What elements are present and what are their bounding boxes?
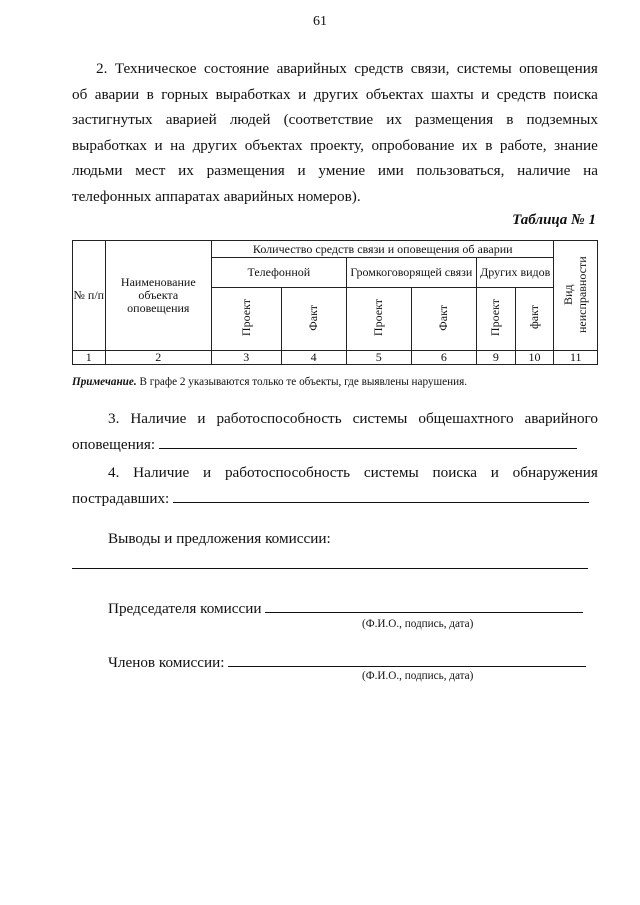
word: об xyxy=(72,85,88,103)
table-caption: Таблица № 1 xyxy=(512,212,596,228)
word: состояние xyxy=(203,60,270,77)
word: аварийного xyxy=(524,410,598,427)
page-number: 61 xyxy=(313,14,327,29)
header-defect: Вид неисправности xyxy=(554,241,598,351)
word: шахты xyxy=(431,85,474,103)
header-plan: Проект xyxy=(476,288,515,351)
word: (соответствие xyxy=(283,111,374,129)
word: Наличие xyxy=(130,410,187,427)
word: поиска xyxy=(432,464,477,481)
word: оповещения xyxy=(519,60,598,77)
col-number: 1 xyxy=(73,351,106,365)
word: и xyxy=(154,136,163,154)
word: на xyxy=(170,136,186,154)
header-fact: Факт xyxy=(281,288,346,351)
word: и xyxy=(197,410,206,427)
word: аварией xyxy=(165,111,217,129)
word: в xyxy=(485,136,493,154)
section-3-label: оповещения: xyxy=(72,435,156,453)
word: выработках xyxy=(72,136,147,154)
word: поиска xyxy=(553,85,598,103)
word: умение xyxy=(318,162,366,180)
section-4 xyxy=(72,460,598,511)
paragraph-line xyxy=(72,158,598,184)
paragraph-last-line: телефонных аппаратах аварийных номеров). xyxy=(72,187,361,205)
word: подземных xyxy=(526,111,598,129)
members-fill-line[interactable] xyxy=(228,652,586,667)
word: обнаружения xyxy=(512,464,598,481)
header-plan: Проект xyxy=(212,288,282,351)
word: мест xyxy=(135,162,166,180)
word: системы xyxy=(363,464,419,481)
word: горных xyxy=(161,85,209,103)
col-number: 6 xyxy=(411,351,476,365)
header-phone: Телефонной xyxy=(212,258,347,288)
word: общешахтного xyxy=(418,410,514,427)
members-row xyxy=(108,650,586,675)
word: связи, xyxy=(410,60,450,77)
word: опробование xyxy=(371,136,455,154)
word: в xyxy=(506,111,514,129)
header-plan: Проект xyxy=(346,288,411,351)
paragraph-line xyxy=(72,184,598,210)
header-fact: Факт xyxy=(411,288,476,351)
word: системы xyxy=(352,410,408,427)
word: и xyxy=(298,85,307,103)
word: 3. xyxy=(108,410,120,427)
word: и xyxy=(203,464,212,481)
word: и xyxy=(297,162,306,180)
word: застигнутых xyxy=(72,111,153,129)
chairman-label: Председателя комиссии xyxy=(108,600,262,617)
word: размещения xyxy=(414,111,494,129)
col-number: 4 xyxy=(281,351,346,365)
word: размещения xyxy=(206,162,285,180)
word: людей xyxy=(229,111,271,129)
word: аварийных xyxy=(276,60,347,77)
header-group: Количество средств связи и оповещения об аварии xyxy=(212,241,554,258)
section-4-label: пострадавших: xyxy=(72,489,170,507)
section-3-fill-line[interactable] xyxy=(159,434,577,449)
word: объектах xyxy=(244,136,303,154)
word: средств xyxy=(354,60,404,77)
paragraph-line xyxy=(72,133,598,159)
word: и xyxy=(490,464,499,481)
word: средств xyxy=(496,85,546,103)
header-loudspeaker: Громкоговорящей связи xyxy=(346,258,476,288)
word: работе, xyxy=(499,136,547,154)
section-3 xyxy=(72,406,598,457)
header-other: Других видов xyxy=(476,258,553,288)
word: других xyxy=(192,136,238,154)
col-number: 10 xyxy=(515,351,554,365)
col-number: 2 xyxy=(105,351,211,365)
table-note xyxy=(72,376,467,388)
word: ими xyxy=(377,162,404,180)
word: объектах xyxy=(365,85,424,103)
word: системы xyxy=(456,60,512,77)
word: людьми xyxy=(72,162,123,180)
conclusions-heading: Выводы и предложения комиссии: xyxy=(108,530,331,547)
members-label: Членов комиссии: xyxy=(108,654,225,671)
header-fact: факт xyxy=(515,288,554,351)
equipment-table xyxy=(72,240,598,365)
paragraph-line xyxy=(72,56,598,82)
word: на xyxy=(583,162,598,180)
col-number: 11 xyxy=(554,351,598,365)
conclusions-fill-line[interactable] xyxy=(72,568,588,569)
word: других xyxy=(313,85,359,103)
word: в xyxy=(146,85,154,103)
paragraph-line xyxy=(72,107,598,133)
header-name: Наименование объекта оповещения xyxy=(105,241,211,351)
word: Наличие xyxy=(133,464,190,481)
word: аварии xyxy=(94,85,140,103)
word: их xyxy=(461,136,478,154)
word: работоспособность xyxy=(216,410,342,427)
chairman-row xyxy=(108,596,583,621)
word: и xyxy=(481,85,490,103)
paragraph-line xyxy=(72,82,598,108)
word: выработках xyxy=(215,85,291,103)
word: наличие xyxy=(517,162,571,180)
header-num: № п/п xyxy=(73,241,106,351)
word: знание xyxy=(554,136,598,154)
chairman-hint: (Ф.И.О., подпись, дата) xyxy=(362,618,474,630)
section-2-paragraph xyxy=(72,56,598,210)
word: 2. xyxy=(96,60,108,77)
note-label: Примечание. xyxy=(72,376,137,388)
col-number: 3 xyxy=(212,351,282,365)
word: Техническое xyxy=(114,60,197,77)
section-4-fill-line[interactable] xyxy=(173,488,589,503)
note-text: В графе 2 указываются только те объекты, где выявлены нарушения. xyxy=(139,376,468,388)
word: 4. xyxy=(108,464,120,481)
word: их xyxy=(386,111,402,129)
word: работоспособность xyxy=(224,464,351,481)
word: их xyxy=(178,162,194,180)
chairman-fill-line[interactable] xyxy=(265,598,583,613)
col-number: 5 xyxy=(346,351,411,365)
col-number: 9 xyxy=(476,351,515,365)
word: пользоваться, xyxy=(416,162,505,180)
members-hint: (Ф.И.О., подпись, дата) xyxy=(362,670,474,682)
word: проекту, xyxy=(310,136,364,154)
